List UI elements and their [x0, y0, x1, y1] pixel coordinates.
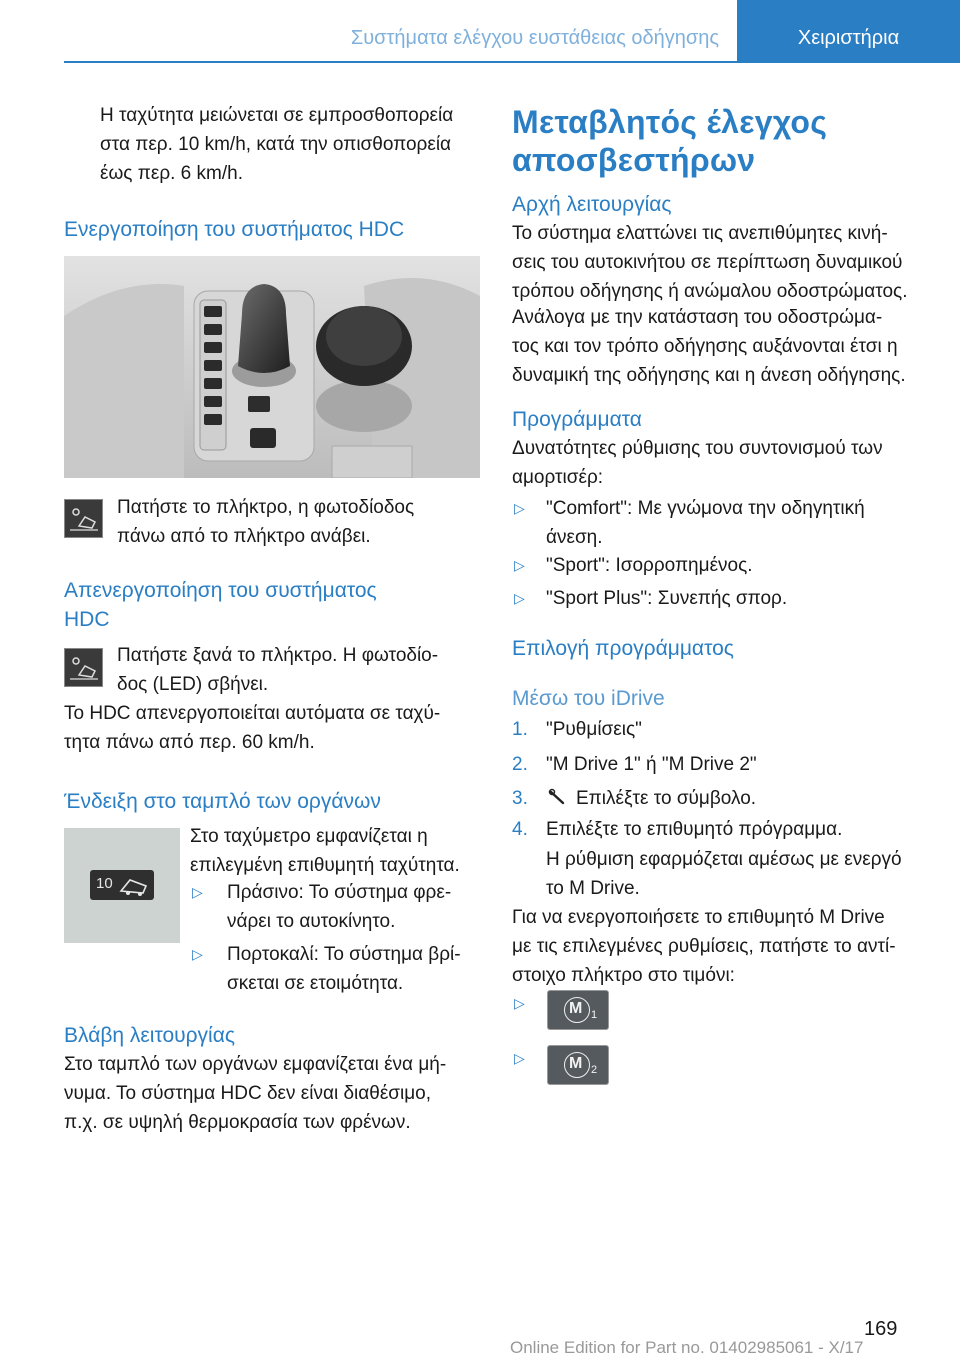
page-title: [512, 103, 942, 179]
m-sub: 1: [591, 1009, 598, 1021]
title-line: αποσβεστήρων: [512, 142, 756, 178]
step-text: "M Drive 1" ή "M Drive 2": [546, 754, 757, 775]
principle-paragraph: [512, 219, 952, 306]
principle-paragraph-2: [512, 303, 952, 390]
text-line: δυναμική της οδήγησης και η άνεση οδήγησης.: [512, 365, 906, 386]
bullet-icon: ▷: [514, 995, 525, 1011]
bullet-icon: ▷: [192, 946, 203, 962]
step-text: "Ρυθμίσεις": [546, 719, 642, 740]
text-line: δος (LED) σβήνει.: [117, 674, 269, 695]
steering-paragraph: [512, 903, 952, 990]
section-title: Συστήματα ελέγχου ευστάθειας οδήγησης: [350, 27, 719, 49]
intro-paragraph: [100, 101, 490, 188]
text-line: στα περ. 10 km/h, κατά την οπισθοπορεία: [100, 134, 452, 155]
text-line: "Sport Plus": Συνεπής σπορ.: [546, 588, 788, 609]
bullet-icon: ▷: [514, 590, 525, 606]
hdc-button-icon: [64, 648, 103, 687]
list-item: [546, 494, 946, 552]
programs-paragraph: [512, 434, 952, 492]
text-line: Η ρύθμιση εφαρμόζεται αμέσως με ενεργό: [546, 849, 902, 870]
m-letter: M: [569, 1055, 583, 1072]
m-drive-2-button-icon: [547, 1045, 609, 1085]
text-line: νάρει το αυτοκίνητο.: [227, 911, 396, 932]
speedometer-figure: [64, 828, 180, 943]
header-rule: [64, 61, 737, 63]
text-line: Πράσινο: Το σύστημα φρε-: [227, 882, 452, 903]
page-number: 169: [864, 1318, 898, 1340]
text-line: τητα πάνω από περ. 60 km/h.: [64, 732, 315, 753]
text-line: σκεται σε ετοιμότητα.: [227, 973, 404, 994]
text-line: Δυνατότητες ρύθμισης του συντονισμού των: [512, 438, 883, 459]
header-bar: [0, 0, 737, 62]
text-line: Το σύστημα ελαττώνει τις ανεπιθύμητες κινή-: [512, 223, 888, 244]
hdc-car-icon: [118, 874, 150, 896]
m-letter: M: [569, 1000, 583, 1017]
auto-off-paragraph: [64, 699, 494, 757]
list-item: [546, 551, 946, 580]
step-number: 4.: [512, 819, 528, 840]
wrench-settings-icon: [548, 788, 568, 806]
text-line: Η ταχύτητα μειώνεται σε εμπροσθοπορεία: [100, 105, 454, 126]
center-console-illustration: [64, 256, 480, 478]
activate-heading: Ενεργοποίηση του συστήματος HDC: [64, 218, 405, 241]
display-heading: Ένδειξη στο ταμπλό των οργάνων: [64, 790, 381, 813]
text-line: Πατήστε το πλήκτρο, η φωτοδίοδος: [117, 497, 415, 518]
manual-tab-label: Χειριστήρια: [797, 27, 900, 49]
text-line: τος και τον τρόπο οδήγησης αυξάνονται έτσι η: [512, 336, 898, 357]
text-line: επιλεγμένη επιθυμητή ταχύτητα.: [190, 855, 460, 876]
text-line: "Sport": Ισορροπημένος.: [546, 555, 753, 576]
text-line: Το HDC απενεργοποιείται αυτόματα σε ταχύ-: [64, 703, 441, 724]
list-item: [227, 940, 487, 998]
speed-symbol-value: 10: [96, 875, 113, 892]
heading-line: Απενεργοποίηση του συστήματος: [64, 579, 377, 602]
hdc-speed-symbol: [90, 870, 154, 900]
text-line: "Comfort": Με γνώμονα την οδηγητική: [546, 498, 865, 519]
text-line: άνεση.: [546, 527, 603, 548]
principle-heading: Αρχή λειτουργίας: [512, 193, 672, 216]
step-text: Επιλέξτε το επιθυμητό πρόγραμμα.: [546, 819, 843, 840]
bullet-icon: ▷: [514, 1050, 525, 1066]
activate-instruction: [117, 493, 487, 551]
center-console-figure: [64, 256, 480, 478]
text-line: το M Drive.: [546, 878, 640, 899]
fault-heading: Βλάβη λειτουργίας: [64, 1024, 235, 1047]
text-line: Ανάλογα με την κατάσταση του οδοστρώμα-: [512, 307, 883, 328]
bullet-icon: ▷: [192, 884, 203, 900]
hdc-button-icon: [64, 499, 103, 538]
display-paragraph: [190, 822, 490, 880]
select-program-heading: Επιλογή προγράμματος: [512, 637, 734, 660]
edition-footer: Online Edition for Part no. 01402985061 - X/17: [510, 1338, 864, 1357]
text-line: Πατήστε ξανά το πλήκτρο. Η φωτοδίο-: [117, 645, 439, 666]
step-number: 2.: [512, 754, 528, 775]
text-line: Για να ενεργοποιήσετε το επιθυμητό M Drive: [512, 907, 885, 928]
text-line: αμορτισέρ:: [512, 467, 604, 488]
bullet-icon: ▷: [514, 557, 525, 573]
deactivate-heading: [64, 576, 484, 634]
idrive-heading: Μέσω του iDrive: [512, 687, 665, 710]
title-line: Μεταβλητός έλεγχος: [512, 104, 828, 140]
step-number: 3.: [512, 788, 528, 809]
deactivate-instruction: [117, 641, 487, 699]
programs-heading: Προγράμματα: [512, 408, 642, 431]
text-line: τρόπου οδήγησης ή ανώμαλου οδοστρώματος.: [512, 281, 908, 302]
bullet-icon: ▷: [514, 500, 525, 516]
text-line: με τις επιλεγμένες ρυθμίσεις, πατήστε το αντί-: [512, 936, 896, 957]
step-note: [546, 845, 946, 903]
heading-line: HDC: [64, 608, 110, 631]
text-line: Πορτοκαλί: Το σύστημα βρί-: [227, 944, 461, 965]
text-line: Στο ταχύμετρο εμφανίζεται η: [190, 826, 428, 847]
text-line: νυμα. Το σύστημα HDC δεν είναι διαθέσιμο,: [64, 1083, 432, 1104]
text-line: πάνω από το πλήκτρο ανάβει.: [117, 526, 371, 547]
text-line: Στο ταμπλό των οργάνων εμφανίζεται ένα μή-: [64, 1054, 447, 1075]
m-drive-1-button-icon: [547, 990, 609, 1030]
text-line: έως περ. 6 km/h.: [100, 163, 243, 184]
text-line: στοιχο πλήκτρο στο τιμόνι:: [512, 965, 735, 986]
manual-tab[interactable]: [737, 0, 960, 63]
list-item: [227, 878, 487, 936]
step-text: Επιλέξτε το σύμβολο.: [576, 788, 757, 809]
step-number: 1.: [512, 719, 528, 740]
text-line: π.χ. σε υψηλή θερμοκρασία των φρένων.: [64, 1112, 411, 1133]
fault-paragraph: [64, 1050, 494, 1137]
list-item: [546, 584, 946, 613]
text-line: σεις του αυτοκινήτου σε περίπτωση δυναμικού: [512, 252, 903, 273]
m-sub: 2: [591, 1064, 598, 1076]
